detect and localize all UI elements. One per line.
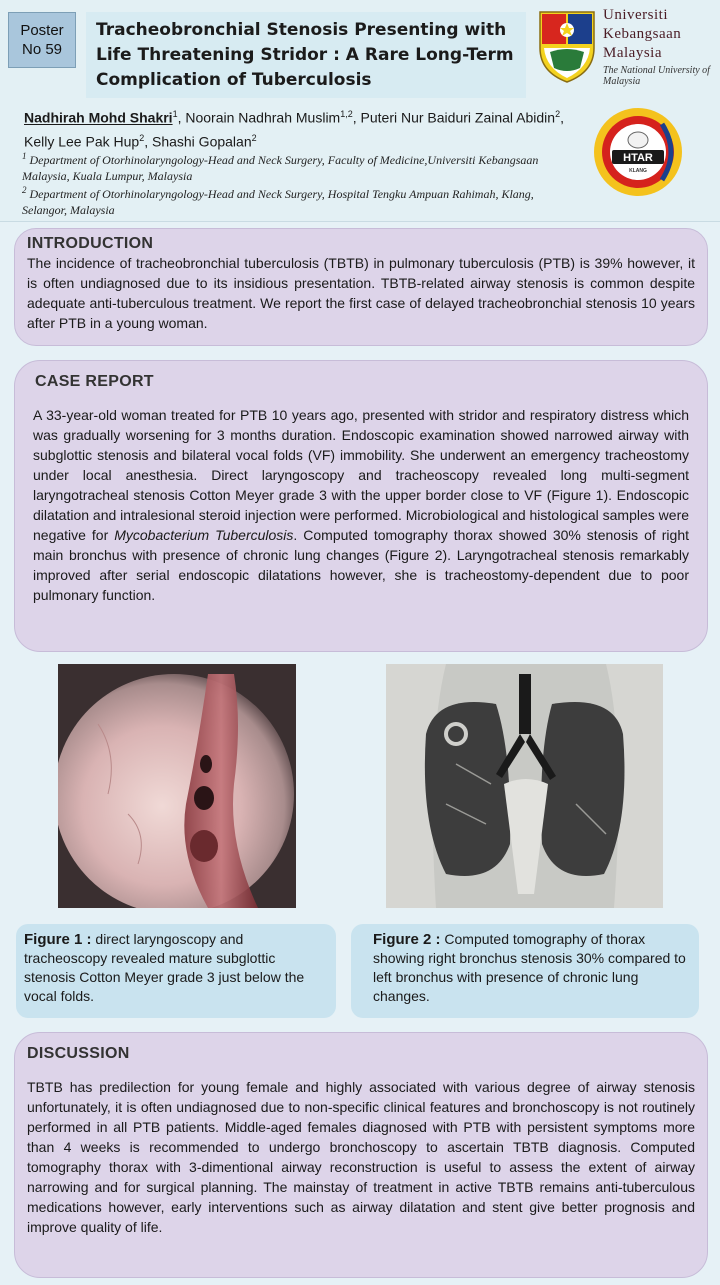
affiliation-sup: 1 xyxy=(22,151,27,161)
author: , Kelly Lee Pak Hup xyxy=(24,109,564,150)
affiliation-text: Department of Otorhinolaryngology-Head and Neck Surgery, Faculty of Medicine,Universiti Kebangsaan Malaysia, Kuala Lumpur, Malaysia xyxy=(22,153,539,183)
poster-label: Poster xyxy=(20,22,64,39)
figure-2-image xyxy=(386,664,663,908)
figure-1-caption-text: direct laryngoscopy and tracheoscopy revealed mature subglottic stenosis Cotton Meyer grade 3 just below the vocal folds. xyxy=(24,931,305,1004)
ukm-tagline: The National University of Malaysia xyxy=(603,65,710,87)
ukm-name-line1: Universiti xyxy=(603,7,668,23)
poster-header xyxy=(0,0,720,222)
discussion-section xyxy=(14,1032,708,1278)
affiliation-sup: 2 xyxy=(22,185,27,195)
ct-thorax-image-icon xyxy=(386,664,663,908)
introduction-section xyxy=(14,228,708,346)
figure-2-caption xyxy=(351,924,699,1018)
ukm-wordmark xyxy=(603,6,718,87)
affiliation-2 xyxy=(22,182,572,218)
laryngoscopy-image-icon xyxy=(58,664,296,908)
author-sup: 1 xyxy=(172,109,178,119)
figure-1-image xyxy=(58,664,296,908)
poster-title: Tracheobronchial Stenosis Presenting with Life Threatening Stridor : A Rare Long-Term Complication of Tuberculosis xyxy=(86,12,526,98)
introduction-heading: INTRODUCTION xyxy=(27,235,154,252)
ukm-crest-icon xyxy=(536,8,598,84)
affiliation-1 xyxy=(22,148,572,184)
introduction-text: The incidence of tracheobronchial tuberculosis (TBTB) in pulmonary tuberculosis (PTB) is 39% however, it is often undiagnosed due to its insidious presentation. TBTB-related airway stenosis is common despite adequate anti-tuberculous treatment. We report the first case of delayed tracheobronchial stenosis 10 years after PTB in a young woman. xyxy=(27,255,695,331)
case-report-organism: Mycobacterium Tuberculosis xyxy=(114,527,294,543)
author: , Shashi Gopalan xyxy=(144,133,252,150)
ukm-name-line3: Malaysia xyxy=(603,45,662,61)
poster-number: No 59 xyxy=(21,41,63,58)
author-list xyxy=(24,104,564,151)
author-sup: 2 xyxy=(139,132,145,143)
poster-number-badge xyxy=(8,12,76,68)
case-report-heading: CASE REPORT xyxy=(35,373,154,390)
author-sup: 1,2 xyxy=(340,109,353,119)
htar-subtext: KLANG xyxy=(629,168,647,174)
discussion-heading: DISCUSSION xyxy=(27,1045,130,1062)
author: , Puteri Nur Baiduri Zainal Abidin xyxy=(352,109,556,126)
case-report-text-part: A 33-year-old woman treated for PTB 10 years ago, presented with stridor and respiratory distress which was gradually worsening for 3 months duration. Endoscopic examination showed narrowed airway with subglottic stenosis and bilateral vocal folds (VF) immobility. She underwent an emergency tracheostomy under local anesthesia. Direct laryngoscopy and tracheoscopy revealed long multi-segment laryngotracheal stenosis Cotton Meyer grade 3 with the upper border close to VF (Figure 1). Endoscopic dilatation and intralesional steroid injection were performed. Microbiological and histological samples were negative for xyxy=(33,407,690,543)
figure-1-caption xyxy=(16,924,336,1018)
discussion-text: TBTB has predilection for young female and highly associated with various degree of airway stenosis unfortunately, it is often undiagnosed due to non-specific clinical features and bronchoscopy is not routinely performed in all PTB patients. Middle-aged females diagnosed with PTB with persistent symptoms more than 4 weeks is recommended to undergo bronchoscopy to ascertain TBTB diagnosis. Computed tomography thorax with 3-dimentional airway reconstruction is useful to assess the extent of airway narrowing and for surgical planning. The mainstay of treatment in active TBTB remains anti-tuberculous medications however, early interventions such as airway dilatation and stent give better prognosis and improve quality of life. xyxy=(27,1079,695,1235)
author-sup: 2 xyxy=(251,132,257,143)
lead-author: Nadhirah Mohd Shakri xyxy=(24,109,173,126)
htar-logo-icon xyxy=(590,104,686,200)
htar-text: HTAR xyxy=(623,152,653,164)
figure-2-label: Figure 2 : xyxy=(373,931,441,948)
figure-1-label: Figure 1 : xyxy=(24,931,92,948)
ukm-name-line2: Kebangsaan xyxy=(603,26,682,42)
case-report-text xyxy=(33,405,689,605)
figure-2-caption-text: Computed tomography of thorax showing right bronchus stenosis 30% compared to left bronchus with presence of chronic lung changes. xyxy=(373,931,686,1004)
case-report-text-part: . Computed tomography thorax showed 30% stenosis of right main bronchus with presence of chronic lung changes (Figure 2). Laryngotracheal stenosis remarkably improved after serial endoscopic dilatations however, she is tracheostomy-dependent due to poor pulmonary function. xyxy=(33,527,689,603)
affiliation-text: Department of Otorhinolaryngology-Head and Neck Surgery, Hospital Tengku Ampuan Rahimah, Klang, Selangor, Malaysia xyxy=(22,187,534,217)
author: , Noorain Nadhrah Muslim xyxy=(177,109,341,126)
author-sup: 2 xyxy=(555,109,561,119)
case-report-section xyxy=(14,360,708,652)
